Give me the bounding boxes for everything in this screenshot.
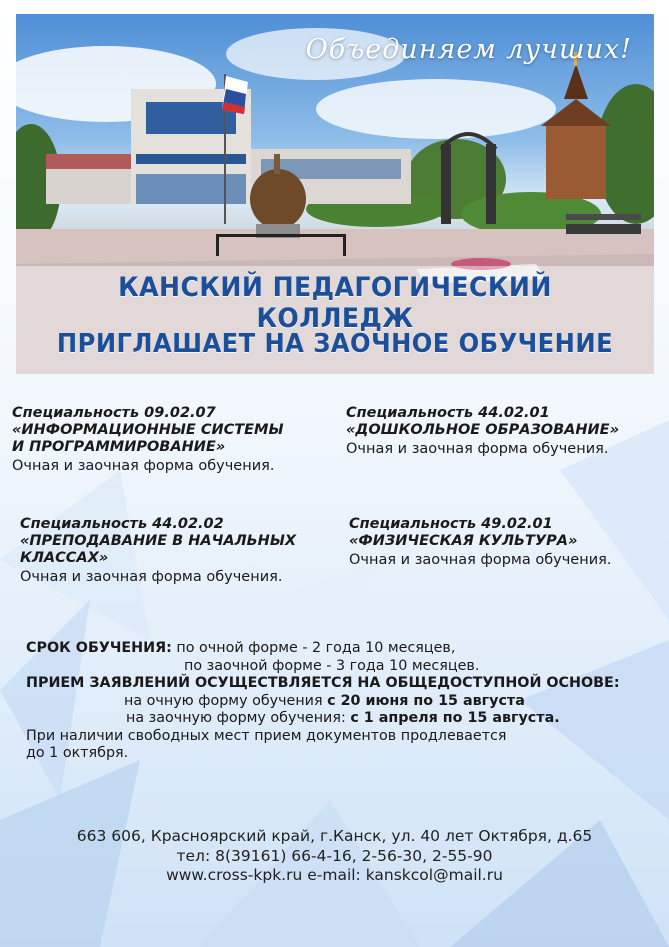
college-title: КАНСКИЙ ПЕДАГОГИЧЕСКИЙ КОЛЛЕДЖ <box>118 272 552 334</box>
parttime-admission <box>26 710 656 728</box>
study-form: Очная и заочная форма обучения. <box>346 441 609 457</box>
phone: тел: 8(39161) 66-4-16, 2-56-30, 2-55-90 <box>176 847 493 865</box>
fulltime-dates: с 20 июня по 15 августа <box>327 692 525 709</box>
web-contacts: www.cross-kpk.ru e-mail: kanskcol@mail.ru <box>166 866 503 884</box>
extension-note-end: до 1 октября. <box>26 745 129 761</box>
extension-note: При наличии свободных мест прием документов продлевается <box>26 727 507 744</box>
specialty-name: «ДОШКОЛЬНОЕ ОБРАЗОВАНИЕ» <box>346 422 619 438</box>
specialty-code: Специальность 44.02.01 <box>346 405 550 421</box>
address: 663 606, Красноярский край, г.Канск, ул. 40 лет Октября, д.65 <box>76 827 593 845</box>
study-form: Очная и заочная форма обучения. <box>349 552 612 568</box>
fulltime-prefix: на очную форму обучения <box>124 692 323 709</box>
duration-line <box>26 640 656 658</box>
invitation-title: ПРИГЛАШАЕТ НА ЗАОЧНОЕ ОБУЧЕНИЕ <box>56 329 614 359</box>
specialty-name: «ИНФОРМАЦИОННЫЕ СИСТЕМЫ <box>12 422 284 438</box>
specialty-name: КЛАССАХ» <box>20 550 109 566</box>
slogan: Объединяем лучших! <box>305 34 632 65</box>
study-form: Очная и заочная форма обучения. <box>20 569 283 585</box>
specialty-block <box>349 516 661 569</box>
specialty-code: Специальность 49.02.01 <box>349 516 553 532</box>
parttime-dates: с 1 апреля по 15 августа. <box>350 710 560 726</box>
specialty-block <box>12 405 332 475</box>
duration-label: СРОК ОБУЧЕНИЯ: <box>26 640 172 656</box>
specialty-block <box>20 516 340 586</box>
admission-terms <box>26 640 656 763</box>
specialty-name: «ФИЗИЧЕСКАЯ КУЛЬТУРА» <box>349 533 578 549</box>
parttime-prefix: на заочную форму обучения: <box>126 710 346 726</box>
admission-heading: ПРИЕМ ЗАЯВЛЕНИЙ ОСУЩЕСТВЛЯЕТСЯ НА ОБЩЕДОСТУПНОЙ ОСНОВЕ: <box>26 675 620 691</box>
specialty-block <box>346 405 661 458</box>
specialty-code: Специальность 09.02.07 <box>12 405 216 421</box>
specialty-name: «ПРЕПОДАВАНИЕ В НАЧАЛЬНЫХ <box>20 533 297 549</box>
hero-banner <box>16 14 654 374</box>
duration-fulltime: по очной форме - 2 года 10 месяцев, <box>176 640 456 656</box>
specialty-code: Специальность 44.02.02 <box>20 516 224 532</box>
duration-parttime: по заочной форме - 3 года 10 месяцев. <box>184 657 480 674</box>
specialty-name: И ПРОГРАММИРОВАНИЕ» <box>12 439 226 455</box>
study-form: Очная и заочная форма обучения. <box>12 458 275 474</box>
fulltime-admission <box>26 693 656 711</box>
